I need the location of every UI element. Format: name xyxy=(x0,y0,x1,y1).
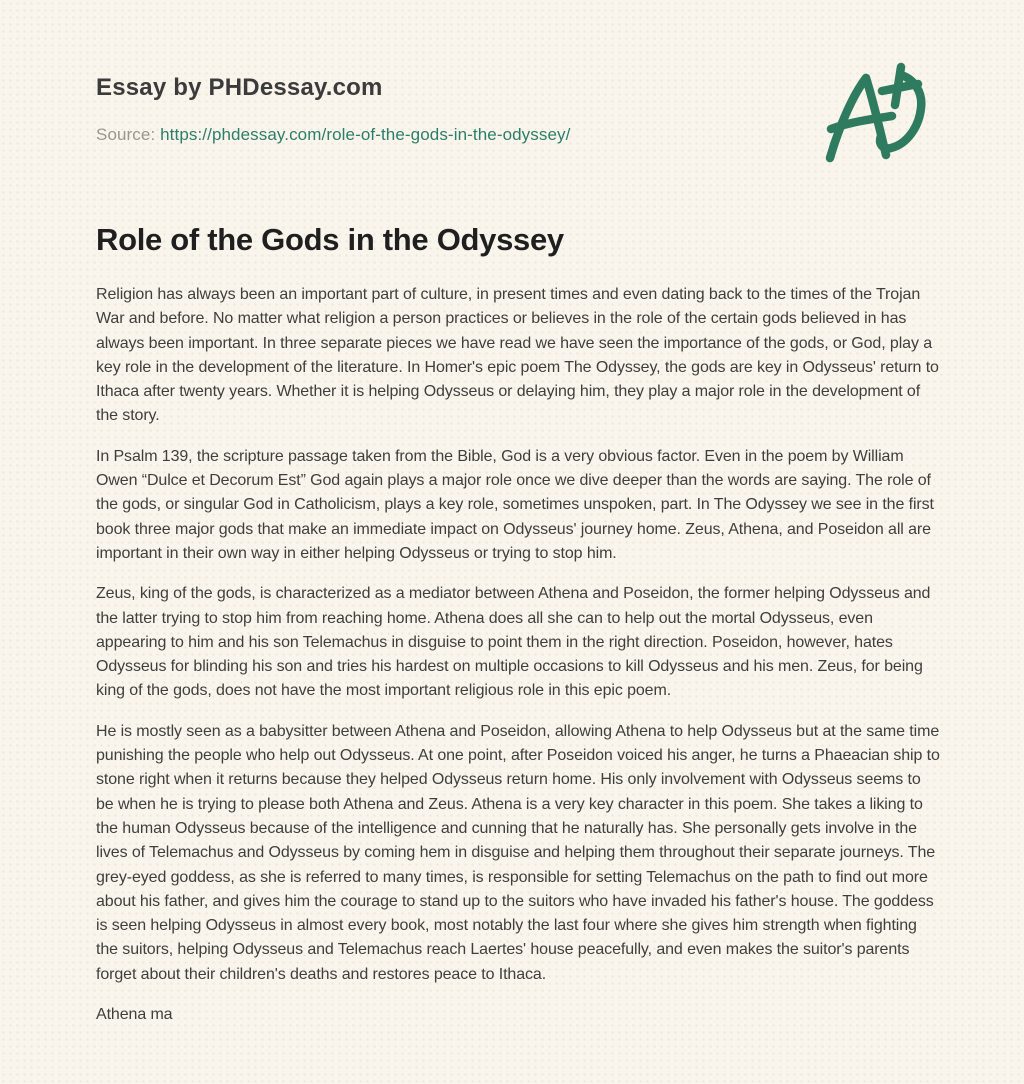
phdessay-logo xyxy=(824,62,930,164)
essay-body xyxy=(96,283,941,1043)
a-plus-grade-icon xyxy=(824,62,930,164)
essay-paragraph: In Psalm 139, the scripture passage taken from the Bible, God is a very obvious factor. Even in the poem by William Owen “Dulce et Decorum Est” God again plays a major role once we dive deeper than the words are saying. The role of the gods, or singular God in Catholicism, plays a key role, sometimes unspoken, part. In The Odyssey we see in the first book three major gods that make an immediate impact on Odysseus' journey home. Zeus, Athena, and Poseidon all are important in their own way in either helping Odysseus or trying to stop him. xyxy=(96,447,934,562)
page-title: Role of the Gods in the Odyssey xyxy=(96,222,564,257)
source-label: Source: xyxy=(96,125,156,144)
essay-paragraph: He is mostly seen as a babysitter between Athena and Poseidon, allowing Athena to help Odysseus but at the same time punishing the people who help out Odysseus. At one point, after Poseidon voiced his anger, he turns a Phaeacian ship to stone right when it returns because they helped Odysseus return home. His only involvement with Odysseus seems to be when he is trying to please both Athena and Zeus. Athena is a very key character in this poem. She takes a liking to the human Odysseus because of the intelligence and cunning that he naturally has. She personally gets involve in the lives of Telemachus and Odysseus by coming hem in disguise and helping them throughout their separate journeys. The grey-eyed goddess, as she is referred to many times, is responsible for setting Telemachus on the path to find out more about his father, and gives him the courage to stand up to the suitors who have invaded his father's house. The goddess is seen helping Odysseus in almost every book, most notably the last four where she gives him strength when fighting the suitors, helping Odysseus and Telemachus reach Laertes' house peacefully, and even makes the suitor's parents forget about their children's deaths and restores peace to Ithaca. xyxy=(96,722,940,983)
essay-byline: Essay by PHDessay.com xyxy=(96,74,383,101)
source-url-link[interactable]: https://phdessay.com/role-of-the-gods-in-the-odyssey/ xyxy=(160,125,571,144)
essay-paragraph: Religion has always been an important part of culture, in present times and even dating back to the times of the Trojan War and before. No matter what religion a person practices or believes in the role of the certain gods believed in has always been important. In three separate pieces we have read we have seen the importance of the gods, or God, play a key role in the development of the literature. In Homer's epic poem The Odyssey, the gods are key in Odysseus' return to Ithaca after twenty years. Whether it is helping Odysseus or delaying him, they play a major role in the development of the story. xyxy=(96,286,939,425)
essay-paragraph-truncated: Athena ma xyxy=(96,1006,173,1024)
source-line xyxy=(96,125,570,145)
essay-paragraph: Zeus, king of the gods, is characterized as a mediator between Athena and Poseidon, the former helping Odysseus and the latter trying to stop him from reaching home. Athena does all she can to help out the mortal Odysseus, even appearing to him and his son Telemachus in disguise to point them in the right direction. Poseidon, however, hates Odysseus for blinding his son and tries his hardest on multiple occasions to kill Odysseus and his men. Zeus, for being king of the gods, does not have the most important religious role in this epic poem. xyxy=(96,585,931,700)
